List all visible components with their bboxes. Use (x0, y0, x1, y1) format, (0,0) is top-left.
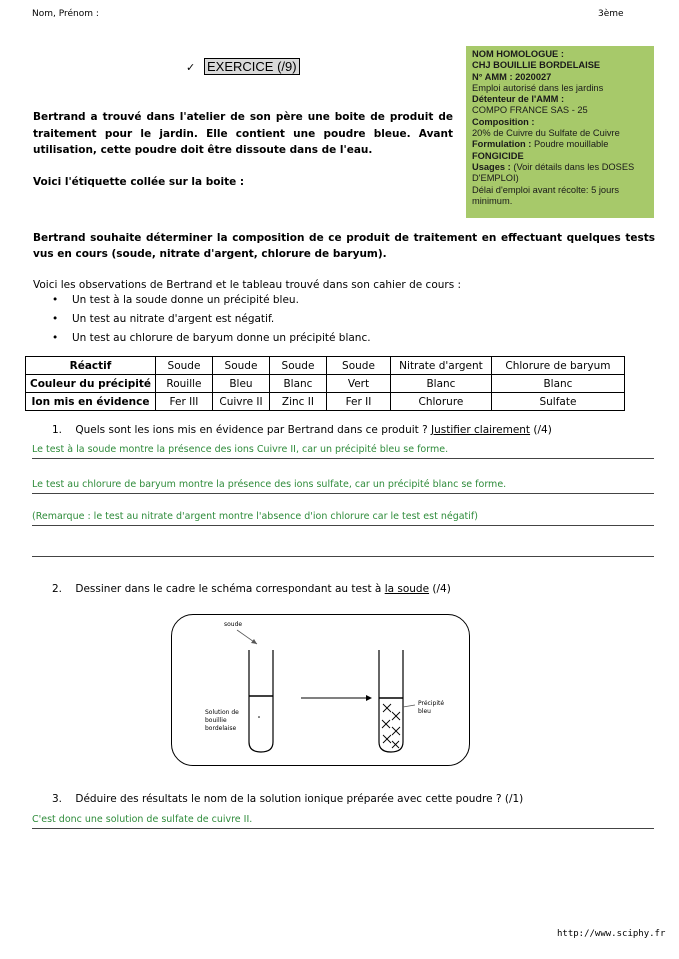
question-2 (52, 583, 451, 595)
exercise-title: EXERCICE (/9) (204, 58, 300, 75)
reaction-arrowhead (366, 695, 372, 701)
answer-line[interactable] (32, 511, 654, 526)
question-emphasis: Justifier clairement (431, 424, 531, 436)
check-icon: ✓ (186, 61, 196, 74)
row-header: Couleur du précipité (26, 375, 156, 393)
label-line: Emploi autorisé dans les jardins (472, 82, 604, 93)
table-cell: Chlorure de baryum (491, 357, 624, 375)
list-item: • Un test au chlorure de baryum donne un précipité blanc. (52, 332, 371, 351)
label-line: FONGICIDE (472, 150, 524, 161)
solution-dot (258, 716, 260, 718)
table-cell: Fer II (326, 393, 390, 411)
answer-text: Le test au chlorure de baryum montre la présence des ions sulfate, car un précipité blanc se forme. (32, 479, 507, 490)
question-1 (52, 424, 552, 436)
label-intro: Voici l'étiquette collée sur la boite : (33, 176, 245, 188)
answer-line[interactable] (32, 814, 654, 829)
question-text: Déduire des résultats le nom de la solution ionique préparée avec cette poudre ? (/1) (75, 793, 524, 805)
table-cell: Zinc II (269, 393, 326, 411)
label-line: COMPO FRANCE SAS - 25 (472, 105, 588, 116)
test-tube-left-icon (249, 650, 273, 752)
table-cell: Chlorure (390, 393, 491, 411)
label-line: Formulation : (472, 139, 532, 150)
name-label: Nom, Prénom : (32, 9, 99, 19)
table-cell: Soude (212, 357, 269, 375)
answer-text: (Remarque : le test au nitrate d'argent montre l'absence d'ion chlorure car le test est négatif) (32, 511, 478, 522)
question-text: Quels sont les ions mis en évidence par Bertrand dans ce produit ? (75, 424, 428, 436)
question-text: Dessiner dans le cadre le schéma correspondant au test à (75, 583, 382, 595)
table-cell: Blanc (491, 375, 624, 393)
label-line: Détenteur de l'AMM : (472, 94, 565, 105)
question-points: (/4) (533, 424, 552, 436)
label-line: Usages : (472, 161, 511, 172)
label-line: Composition : (472, 116, 535, 127)
observations-list (52, 294, 371, 351)
table-row (26, 393, 625, 411)
precipitate-label-line: bleu (418, 708, 431, 715)
row-header: Ion mis en évidence (26, 393, 156, 411)
label-line: CHJ BOUILLIE BORDELAISE (472, 60, 601, 71)
table-cell: Cuivre II (212, 393, 269, 411)
table-cell: Bleu (212, 375, 269, 393)
table-cell: Vert (326, 375, 390, 393)
precipitate-pointer (403, 705, 415, 707)
label-line: Poudre mouillable (531, 139, 609, 150)
soude-label: soude (224, 621, 243, 628)
list-item: • Un test à la soude donne un précipité bleu. (52, 294, 371, 313)
solution-label-line: bordelaise (205, 725, 237, 732)
table-cell: Nitrate d'argent (390, 357, 491, 375)
product-label-photo (466, 46, 654, 218)
table-cell: Rouille (155, 375, 212, 393)
question-number: 2. (52, 583, 63, 595)
test-tube-diagram (171, 614, 471, 767)
label-line: minimum. (472, 195, 513, 206)
footer-url[interactable]: http://www.sciphy.fr (557, 929, 666, 939)
label-line: Délai d'emploi avant récolte: 5 jours (472, 184, 619, 195)
label-line: 20% de Cuivre du Sulfate de Cuivre (472, 128, 620, 139)
precipitate-marks-icon (382, 704, 400, 748)
class-label: 3ème (598, 9, 624, 19)
observations-intro: Voici les observations de Bertrand et le tableau trouvé dans son cahier de cours : (33, 279, 462, 291)
answer-line[interactable] (32, 542, 654, 557)
solution-label (205, 709, 239, 733)
table-cell: Sulfate (491, 393, 624, 411)
solution-label-line: bouillie (205, 717, 227, 724)
table-cell: Blanc (269, 375, 326, 393)
label-line: N° AMM : 2020027 (472, 71, 552, 82)
reaction-table (25, 356, 625, 411)
solution-label-line: Solution de (205, 709, 239, 716)
table-row (26, 375, 625, 393)
precipitate-label (418, 700, 444, 716)
question-number: 1. (52, 424, 63, 436)
question-number: 3. (52, 793, 63, 805)
answer-text: C'est donc une solution de sulfate de cuivre II. (32, 814, 253, 825)
question-emphasis: la soude (384, 583, 430, 595)
answer-line[interactable] (32, 479, 654, 494)
label-line: NOM HOMOLOGUE : (472, 49, 564, 59)
test-tube-right-icon (379, 650, 403, 752)
intro-paragraph: Bertrand a trouvé dans l'atelier de son père une boite de produit de traitement pour le jardin. Elle contient une poudre bleue. Avant utilisation, cette poudre doit être dissoute dans de l'eau. (33, 111, 453, 156)
label-line: (Voir détails dans les DOSES (510, 161, 635, 172)
answer-text: Le test à la soude montre la présence des ions Cuivre II, car un précipité bleu se forme. (32, 444, 449, 455)
precipitate-label-line: Précipité (418, 700, 445, 707)
goal-text: Bertrand souhaite déterminer la composition de ce produit de traitement en effectuant quelques tests vus en cours (soude, nitrate d'argent, chlorure de baryum). (33, 232, 655, 260)
table-cell: Soude (155, 357, 212, 375)
pointer-arrowhead (251, 639, 257, 644)
table-cell: Fer III (155, 393, 212, 411)
question-3 (52, 793, 523, 805)
table-cell: Soude (269, 357, 326, 375)
list-item: • Un test au nitrate d'argent est négatif. (52, 313, 371, 332)
table-cell: Blanc (390, 375, 491, 393)
answer-line[interactable] (32, 444, 654, 459)
table-cell: Soude (326, 357, 390, 375)
label-line: D'EMPLOI) (472, 173, 519, 184)
table-row (26, 357, 625, 375)
question-points: (/4) (432, 583, 451, 595)
row-header: Réactif (26, 357, 156, 375)
